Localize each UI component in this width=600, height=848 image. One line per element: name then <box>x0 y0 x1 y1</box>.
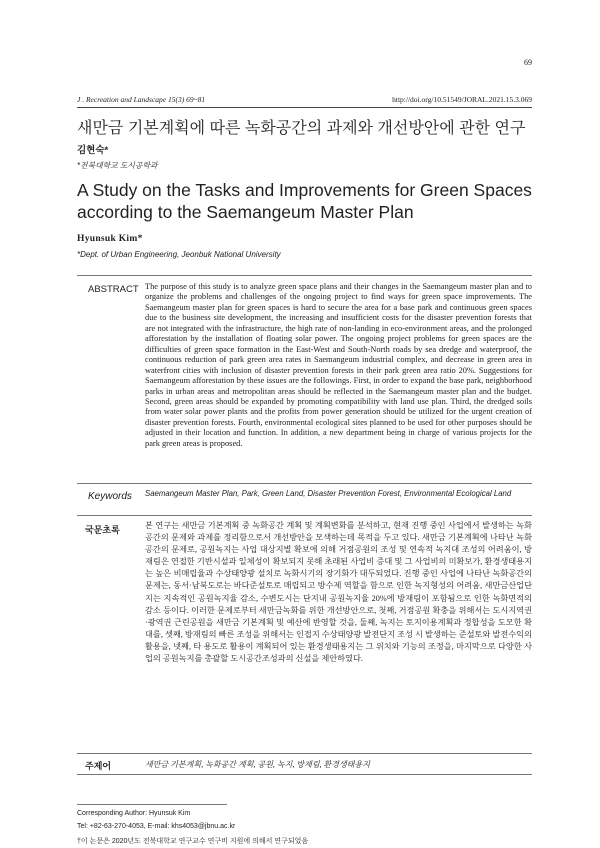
footnote-rule <box>77 804 227 805</box>
section-rule <box>77 753 532 754</box>
korean-keywords-text: 새만금 기본계획, 녹화공간 계획, 공원, 녹지, 방재림, 환경생태용지 <box>145 760 370 769</box>
korean-keywords-label: 주제어 <box>85 761 112 771</box>
corresponding-author: Corresponding Author: Hyunsuk Kim <box>77 810 191 817</box>
doi-link[interactable]: http://doi.org/10.51549/JORAL.2021.15.3.069 <box>392 95 532 104</box>
english-affiliation: *Dept. of Urban Engineering, Jeonbuk National University <box>77 250 281 259</box>
abstract-text: The purpose of this study is to analyze green space plans and their changes in the Saemangeum master plan and to organize the problems and challenges of the ongoing project to find ways for green space improvements. The Saemangeum master plan for green spaces is hard to secure the area for a base park and continuous green spaces due to the business site development, the increasing and insufficient costs for the disaster prevention forests that are not integrated with the infrastructure, the high rate of non-landing in eco-environment areas, and the prolonged afforestation by the installation of floating solar power. The ongoing project problems for green spaces are the difficulties of green space formation in the East-West and South-North roads by sea dredge and waterproof, the continuous reduction of park green area rates in Saemangeum industrial complex, and decrease in green area in waterfront cities with inclusion of disaster prevention forests in their park green area ratio 20%. Suggestions for Saemangeum afforestation by these issues are the followings. First, in order to expand the base park, neighborhood parks in urban areas and metropolitan areas should be reflected in the Saemangeum master plan and the budget. Second, green areas should be expanded by promoting compatibility with land use plan. Third, the dredged soils from water solar power plants and the profits from power generation should be utilized for the urgent creation of disaster prevention forests. Fourth, environmental ecological sites planned to be used for other purposes should be adjusted in their location and function. In addition, a new department being in charge of various projects for the park green areas is proposed. <box>145 282 532 448</box>
english-title: A Study on the Tasks and Improvements for Green Spaces according to the Saemangeum Master Plan <box>77 180 532 222</box>
keywords-label: Keywords <box>88 491 132 502</box>
header-rule <box>77 107 532 108</box>
korean-author: 김현숙* <box>77 145 109 156</box>
korean-affiliation: *전북대학교 도시공학과 <box>77 161 158 170</box>
author-contact: Tel: +82-63-270-4053, E-mail: khs4053@jbnu.ac.kr <box>77 823 236 830</box>
section-rule <box>77 275 532 276</box>
keywords-text: Saemangeum Master Plan, Park, Green Land, Disaster Prevention Forest, Environmental Ecological Land <box>145 489 512 498</box>
section-rule <box>77 483 532 484</box>
section-rule <box>77 515 532 516</box>
korean-abstract-text: 본 연구는 새만금 기본계획 중 녹화공간 계획 및 계획변화를 분석하고, 현재 진행 중인 사업에서 발생하는 녹화공간의 문제와 과제를 정리함으로서 개선방안을 모색하는데 목적을 두고 있다. 새만금 기본계획에 나타난 녹화공간의 문제로, 공원녹지는 사업 대상지별 확보에 의해 거점공원의 조성 및 연속적 녹지대 조성의 어려움이, 방재림은 연접한 기반시설과 일체성이 확보되지 못해 초래된 사업비 증대 및 그 사업비의 미확보가, 환경생태용지는 높은 비매립율과 수상태양광 설치로 녹화시기의 장기화가 대두되었다. 진행 중인 사업에 나타난 녹화공간의 문제는, 동서·남북도로는 바다준설토로 매립되고 방수제 역할을 함으로 인한 녹지형성의 어려움, 새만금산업단지는 지속적인 공원녹지율 감소, 수변도시는 단지내 공원녹지율 20%에 방재림이 포함됨으로 인한 녹화면적의 감소 등이다. 이러한 문제로부터 새만금녹화를 위한 개선방안으로, 첫째, 거점공원 확충을 위해서는 도시지역권·광역권 근린공원을 새만금 기본계획 및 예산에 반영할 것을, 둘째, 녹지는 토지이용계획과 정합성을 도모한 확대를, 셋째, 방재림의 빠른 조성을 위해서는 인접지 수상태양광 발전단지 조성 시 발생하는 준설토와 발전수익의 활용을, 넷째, 타 용도로 활용이 계획되어 있는 환경생태용지는 그 위치와 기능의 조정을, 마지막으로 다양한 사업의 공원녹지를 총괄할 도시공간조성과의 신설을 제안하였다. <box>145 521 532 664</box>
abstract-label: ABSTRACT <box>88 284 139 295</box>
korean-title: 새만금 기본계획에 따른 녹화공간의 과제와 개선방안에 관한 연구 <box>77 120 526 137</box>
korean-abstract-label: 국문초록 <box>85 525 120 535</box>
section-rule <box>77 774 532 775</box>
funding-note: †이 논문은 2020년도 전북대학교 연구교수 연구비 지원에 의해서 연구되었음 <box>77 838 309 845</box>
english-author: Hyunsuk Kim* <box>77 234 143 244</box>
journal-reference: J . Recreation and Landscape 15(3) 69~81 <box>77 95 206 104</box>
page-number: 69 <box>524 58 532 67</box>
